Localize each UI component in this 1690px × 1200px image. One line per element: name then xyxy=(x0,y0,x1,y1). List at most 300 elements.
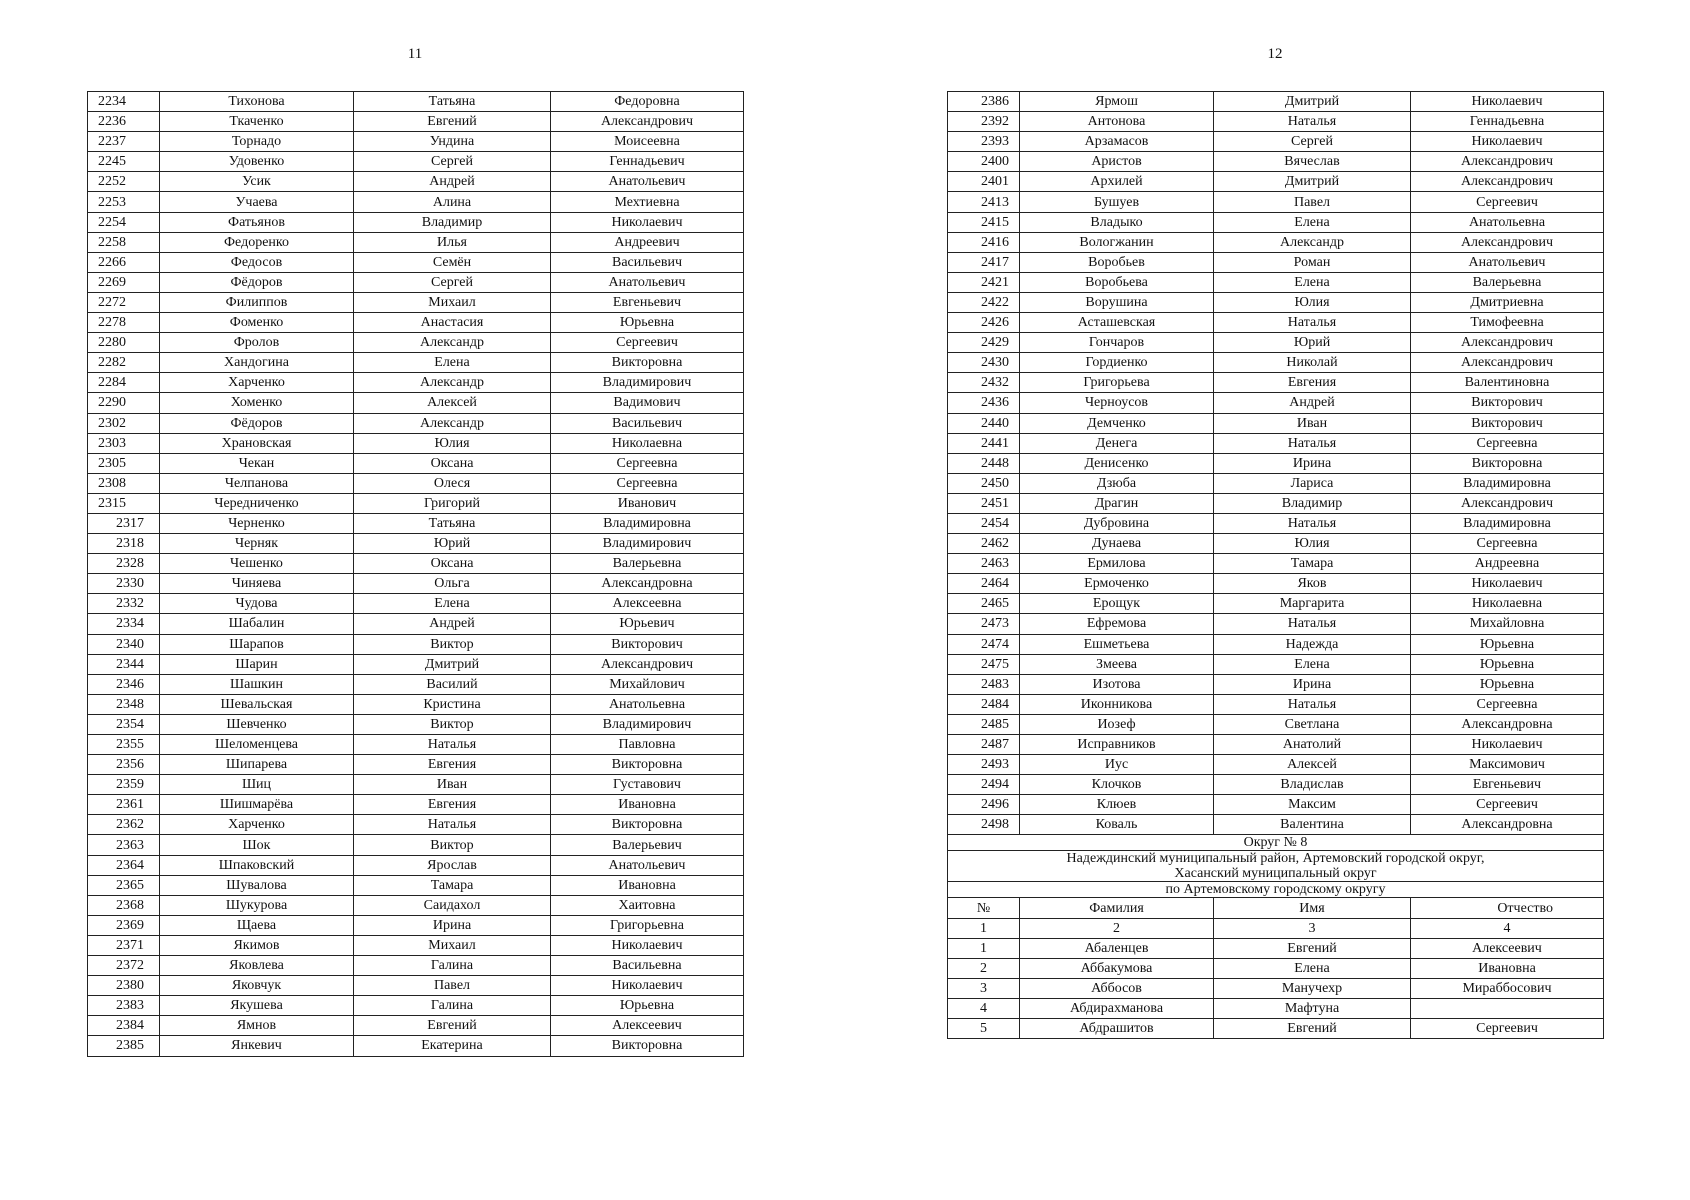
first-name: Галина xyxy=(354,956,551,976)
last-name: Дзюба xyxy=(1020,473,1214,493)
district-title-row xyxy=(948,835,1604,851)
row-number: 2487 xyxy=(948,735,1020,755)
patronymic: Сергеевич xyxy=(551,333,744,353)
patronymic: Валентиновна xyxy=(1411,373,1604,393)
row-number: 2332 xyxy=(88,594,160,614)
table-row xyxy=(88,152,744,172)
row-number: 2494 xyxy=(948,775,1020,795)
first-name: Светлана xyxy=(1214,714,1411,734)
patronymic: Сергеевич xyxy=(1411,1019,1604,1039)
table-row xyxy=(948,192,1604,212)
table-row xyxy=(88,1036,744,1056)
row-number: 2465 xyxy=(948,594,1020,614)
last-name: Федосов xyxy=(160,252,354,272)
table-row xyxy=(948,978,1604,998)
last-name: Абдрашитов xyxy=(1020,1019,1214,1039)
row-number: 2415 xyxy=(948,212,1020,232)
first-name: Владимир xyxy=(1214,493,1411,513)
col-number-3: 3 xyxy=(1214,918,1411,938)
row-number: 2254 xyxy=(88,212,160,232)
last-name: Фёдоров xyxy=(160,272,354,292)
first-name: Наталья xyxy=(1214,614,1411,634)
table-row xyxy=(948,634,1604,654)
patronymic: Анатольевич xyxy=(1411,252,1604,272)
last-name: Черноусов xyxy=(1020,393,1214,413)
last-name: Абдирахманова xyxy=(1020,998,1214,1018)
last-name: Шарапов xyxy=(160,634,354,654)
row-number: 2280 xyxy=(88,333,160,353)
patronymic: Алексеевна xyxy=(551,594,744,614)
table-row xyxy=(948,353,1604,373)
last-name: Шиц xyxy=(160,775,354,795)
last-name: Торнадо xyxy=(160,132,354,152)
last-name: Владыко xyxy=(1020,212,1214,232)
patronymic: Павловна xyxy=(551,735,744,755)
patronymic: Александрович xyxy=(551,112,744,132)
first-name: Наталья xyxy=(1214,433,1411,453)
table-row xyxy=(88,714,744,734)
first-name: Сергей xyxy=(1214,132,1411,152)
patronymic: Хаитовна xyxy=(551,895,744,915)
first-name: Саидахол xyxy=(354,895,551,915)
last-name: Фролов xyxy=(160,333,354,353)
patronymic: Николаевна xyxy=(1411,594,1604,614)
table-row xyxy=(948,574,1604,594)
last-name: Федоренко xyxy=(160,232,354,252)
patronymic: Сергеевна xyxy=(1411,534,1604,554)
patronymic: Анатольевна xyxy=(551,694,744,714)
patronymic: Евгеньевич xyxy=(551,292,744,312)
table-row xyxy=(948,373,1604,393)
row-number: 1 xyxy=(948,938,1020,958)
row-number: 2436 xyxy=(948,393,1020,413)
last-name: Храновская xyxy=(160,433,354,453)
patronymic: Владимировна xyxy=(551,513,744,533)
patronymic: Викторовна xyxy=(1411,453,1604,473)
row-number: 2253 xyxy=(88,192,160,212)
row-number: 2361 xyxy=(88,795,160,815)
col-number-1: 1 xyxy=(948,918,1020,938)
patronymic: Николаевич xyxy=(1411,574,1604,594)
table-row xyxy=(88,574,744,594)
row-number: 2363 xyxy=(88,835,160,855)
last-name: Демченко xyxy=(1020,413,1214,433)
table-row xyxy=(948,594,1604,614)
row-number: 2392 xyxy=(948,112,1020,132)
last-name: Ярмош xyxy=(1020,92,1214,112)
table-row xyxy=(88,614,744,634)
table-row xyxy=(948,92,1604,112)
first-name: Анастасия xyxy=(354,313,551,333)
row-number: 2464 xyxy=(948,574,1020,594)
table-row xyxy=(88,493,744,513)
row-number: 2496 xyxy=(948,795,1020,815)
last-name: Аббакумова xyxy=(1020,958,1214,978)
first-name: Андрей xyxy=(1214,393,1411,413)
table-row xyxy=(88,513,744,533)
district-description-line-1: Надеждинский муниципальный район, Артемовский городской округ, xyxy=(1066,851,1485,867)
last-name: Ворушина xyxy=(1020,292,1214,312)
first-name: Ундина xyxy=(354,132,551,152)
patronymic: Иванович xyxy=(551,493,744,513)
last-name: Щаева xyxy=(160,915,354,935)
last-name: Шеломенцева xyxy=(160,735,354,755)
last-name: Хоменко xyxy=(160,393,354,413)
first-name: Елена xyxy=(1214,212,1411,232)
patronymic: Дмитриевна xyxy=(1411,292,1604,312)
row-number: 2441 xyxy=(948,433,1020,453)
patronymic: Валерьевна xyxy=(551,554,744,574)
patronymic: Мираббосович xyxy=(1411,978,1604,998)
row-number: 2380 xyxy=(88,976,160,996)
patronymic: Александрович xyxy=(1411,232,1604,252)
row-number: 2258 xyxy=(88,232,160,252)
first-name: Елена xyxy=(1214,654,1411,674)
row-number: 2498 xyxy=(948,815,1020,835)
last-name: Асташевская xyxy=(1020,313,1214,333)
last-name: Удовенко xyxy=(160,152,354,172)
row-number: 2245 xyxy=(88,152,160,172)
row-number: 2473 xyxy=(948,614,1020,634)
first-name: Владимир xyxy=(354,212,551,232)
first-name: Елена xyxy=(1214,958,1411,978)
last-name: Шпаковский xyxy=(160,855,354,875)
first-name: Евгений xyxy=(1214,938,1411,958)
first-name: Дмитрий xyxy=(1214,92,1411,112)
last-name: Шевальская xyxy=(160,694,354,714)
table-row xyxy=(948,735,1604,755)
table-row xyxy=(948,775,1604,795)
table-row xyxy=(948,333,1604,353)
last-name: Антонова xyxy=(1020,112,1214,132)
row-number: 4 xyxy=(948,998,1020,1018)
last-name: Иус xyxy=(1020,755,1214,775)
row-number: 2448 xyxy=(948,453,1020,473)
row-number: 2384 xyxy=(88,1016,160,1036)
table-row xyxy=(88,674,744,694)
patronymic: Васильевич xyxy=(551,252,744,272)
row-number: 2348 xyxy=(88,694,160,714)
patronymic: Евгеньевич xyxy=(1411,775,1604,795)
row-number: 2340 xyxy=(88,634,160,654)
table-row xyxy=(948,755,1604,775)
first-name: Тамара xyxy=(1214,554,1411,574)
last-name: Хандогина xyxy=(160,353,354,373)
page-number: 11 xyxy=(407,46,423,62)
first-name: Алексей xyxy=(354,393,551,413)
row-number: 2386 xyxy=(948,92,1020,112)
row-number: 2454 xyxy=(948,513,1020,533)
patronymic: Сергеевна xyxy=(551,473,744,493)
row-number: 2282 xyxy=(88,353,160,373)
table-row xyxy=(88,815,744,835)
row-number: 2401 xyxy=(948,172,1020,192)
row-number: 2474 xyxy=(948,634,1020,654)
last-name: Шипарева xyxy=(160,755,354,775)
first-name: Наталья xyxy=(354,815,551,835)
table-row xyxy=(948,433,1604,453)
table-row xyxy=(88,132,744,152)
last-name: Янкевич xyxy=(160,1036,354,1056)
patronymic: Валерьевна xyxy=(1411,272,1604,292)
row-number: 2475 xyxy=(948,654,1020,674)
patronymic: Николаевич xyxy=(1411,92,1604,112)
row-number: 2493 xyxy=(948,755,1020,775)
last-name: Денега xyxy=(1020,433,1214,453)
table-row xyxy=(88,413,744,433)
last-name: Ермилова xyxy=(1020,554,1214,574)
table-row xyxy=(948,232,1604,252)
table-row xyxy=(948,554,1604,574)
table-row xyxy=(88,453,744,473)
table-row xyxy=(88,835,744,855)
first-name: Сергей xyxy=(354,152,551,172)
table-row xyxy=(948,1019,1604,1039)
first-name: Елена xyxy=(354,353,551,373)
patronymic: Максимович xyxy=(1411,755,1604,775)
first-name: Алина xyxy=(354,192,551,212)
table-row xyxy=(948,172,1604,192)
table-row xyxy=(948,513,1604,533)
last-name: Тихонова xyxy=(160,92,354,112)
row-number: 2317 xyxy=(88,513,160,533)
table-row xyxy=(88,996,744,1016)
table-row xyxy=(948,958,1604,978)
patronymic: Ивановна xyxy=(1411,958,1604,978)
first-name: Виктор xyxy=(354,634,551,654)
first-name: Павел xyxy=(354,976,551,996)
district-title: Округ № 8 xyxy=(948,835,1604,851)
patronymic: Анатольевич xyxy=(551,855,744,875)
district-subtitle: по Артемовскому городскому округу xyxy=(948,882,1604,898)
row-number: 2266 xyxy=(88,252,160,272)
patronymic: Александрович xyxy=(551,654,744,674)
last-name: Фоменко xyxy=(160,313,354,333)
row-number: 2430 xyxy=(948,353,1020,373)
table-row xyxy=(88,735,744,755)
last-name: Абаленцев xyxy=(1020,938,1214,958)
row-number: 2330 xyxy=(88,574,160,594)
patronymic: Николаевич xyxy=(551,212,744,232)
last-name: Ткаченко xyxy=(160,112,354,132)
last-name: Иконникова xyxy=(1020,694,1214,714)
last-name: Гордиенко xyxy=(1020,353,1214,373)
table-row xyxy=(88,292,744,312)
header-last-name: Фамилия xyxy=(1020,898,1214,918)
patronymic: Анатольевич xyxy=(551,272,744,292)
table-row xyxy=(88,594,744,614)
row-number: 2356 xyxy=(88,755,160,775)
table-row xyxy=(88,775,744,795)
table-row xyxy=(948,272,1604,292)
patronymic: Андреевич xyxy=(551,232,744,252)
first-name: Валентина xyxy=(1214,815,1411,835)
patronymic: Викторовна xyxy=(551,1036,744,1056)
last-name: Харченко xyxy=(160,815,354,835)
row-number: 2485 xyxy=(948,714,1020,734)
first-name: Максим xyxy=(1214,795,1411,815)
first-name: Евгения xyxy=(354,755,551,775)
first-name: Галина xyxy=(354,996,551,1016)
patronymic: Алексеевич xyxy=(551,1016,744,1036)
first-name: Виктор xyxy=(354,835,551,855)
first-name: Олеся xyxy=(354,473,551,493)
row-number: 2429 xyxy=(948,333,1020,353)
row-number: 2290 xyxy=(88,393,160,413)
last-name: Черненко xyxy=(160,513,354,533)
row-number: 2305 xyxy=(88,453,160,473)
patronymic: Николаевич xyxy=(1411,735,1604,755)
table-row xyxy=(88,333,744,353)
table-row xyxy=(948,212,1604,232)
last-name: Архилей xyxy=(1020,172,1214,192)
patronymic: Григорьевна xyxy=(551,915,744,935)
patronymic: Сергеевна xyxy=(1411,433,1604,453)
patronymic: Сергеевна xyxy=(1411,694,1604,714)
first-name: Тамара xyxy=(354,875,551,895)
table-row xyxy=(88,112,744,132)
patronymic: Александрович xyxy=(1411,152,1604,172)
first-name: Василий xyxy=(354,674,551,694)
table-row xyxy=(948,493,1604,513)
first-name: Екатерина xyxy=(354,1036,551,1056)
first-name: Сергей xyxy=(354,272,551,292)
last-name: Чудова xyxy=(160,594,354,614)
row-number: 2354 xyxy=(88,714,160,734)
table-row xyxy=(948,674,1604,694)
first-name: Александр xyxy=(354,413,551,433)
row-number: 2252 xyxy=(88,172,160,192)
last-name: Арзамасов xyxy=(1020,132,1214,152)
col-number-4: 4 xyxy=(1411,918,1604,938)
row-number: 2416 xyxy=(948,232,1020,252)
last-name: Филиппов xyxy=(160,292,354,312)
last-name: Яковлева xyxy=(160,956,354,976)
last-name: Фёдоров xyxy=(160,413,354,433)
first-name: Андрей xyxy=(354,172,551,192)
last-name: Чередниченко xyxy=(160,493,354,513)
last-name: Бушуев xyxy=(1020,192,1214,212)
first-name: Вячеслав xyxy=(1214,152,1411,172)
first-name: Андрей xyxy=(354,614,551,634)
row-number: 2269 xyxy=(88,272,160,292)
first-name: Наталья xyxy=(1214,313,1411,333)
last-name: Ямнов xyxy=(160,1016,354,1036)
table-row xyxy=(88,232,744,252)
last-name: Воробьев xyxy=(1020,252,1214,272)
last-name: Ефремова xyxy=(1020,614,1214,634)
row-number: 2328 xyxy=(88,554,160,574)
table-row xyxy=(948,413,1604,433)
patronymic: Юрьевна xyxy=(1411,634,1604,654)
row-number: 2417 xyxy=(948,252,1020,272)
first-name: Юрий xyxy=(1214,333,1411,353)
row-number: 2371 xyxy=(88,935,160,955)
last-name: Воробьева xyxy=(1020,272,1214,292)
patronymic xyxy=(1411,998,1604,1018)
patronymic: Юрьевна xyxy=(551,313,744,333)
row-number: 2 xyxy=(948,958,1020,978)
patronymic: Анатольевна xyxy=(1411,212,1604,232)
row-number: 2284 xyxy=(88,373,160,393)
row-number: 2355 xyxy=(88,735,160,755)
patronymic: Мехтиевна xyxy=(551,192,744,212)
first-name: Елена xyxy=(1214,272,1411,292)
first-name: Ольга xyxy=(354,574,551,594)
table-row xyxy=(88,272,744,292)
row-number: 2440 xyxy=(948,413,1020,433)
table-row xyxy=(88,755,744,775)
patronymic: Алексеевич xyxy=(1411,938,1604,958)
first-name: Алексей xyxy=(1214,755,1411,775)
first-name: Манучехр xyxy=(1214,978,1411,998)
row-number: 2400 xyxy=(948,152,1020,172)
header-number: № xyxy=(948,898,1020,918)
table-row xyxy=(88,252,744,272)
first-name: Кристина xyxy=(354,694,551,714)
table-row xyxy=(88,795,744,815)
first-name: Иван xyxy=(354,775,551,795)
voter-list-table xyxy=(947,91,1604,1039)
patronymic: Сергеевна xyxy=(551,453,744,473)
patronymic: Александровна xyxy=(551,574,744,594)
patronymic: Сергеевич xyxy=(1411,795,1604,815)
first-name: Евгений xyxy=(1214,1019,1411,1039)
table-row xyxy=(88,172,744,192)
row-number: 2278 xyxy=(88,313,160,333)
patronymic: Густавович xyxy=(551,775,744,795)
patronymic: Михайловна xyxy=(1411,614,1604,634)
table-row xyxy=(948,313,1604,333)
patronymic: Юрьевна xyxy=(1411,674,1604,694)
row-number: 2372 xyxy=(88,956,160,976)
first-name: Евгения xyxy=(1214,373,1411,393)
patronymic: Ивановна xyxy=(551,875,744,895)
first-name: Роман xyxy=(1214,252,1411,272)
district-description-row xyxy=(948,851,1604,882)
first-name: Яков xyxy=(1214,574,1411,594)
first-name: Павел xyxy=(1214,192,1411,212)
row-number: 2383 xyxy=(88,996,160,1016)
patronymic: Викторович xyxy=(1411,413,1604,433)
first-name: Николай xyxy=(1214,353,1411,373)
patronymic: Васильевна xyxy=(551,956,744,976)
first-name: Михаил xyxy=(354,935,551,955)
table-row xyxy=(88,654,744,674)
last-name: Фатьянов xyxy=(160,212,354,232)
first-name: Евгений xyxy=(354,112,551,132)
row-number: 2234 xyxy=(88,92,160,112)
first-name: Семён xyxy=(354,252,551,272)
row-number: 2364 xyxy=(88,855,160,875)
first-name: Маргарита xyxy=(1214,594,1411,614)
last-name: Григорьева xyxy=(1020,373,1214,393)
first-name: Иван xyxy=(1214,413,1411,433)
last-name: Чекан xyxy=(160,453,354,473)
row-number: 2426 xyxy=(948,313,1020,333)
table-row xyxy=(948,252,1604,272)
last-name: Иозеф xyxy=(1020,714,1214,734)
last-name: Усик xyxy=(160,172,354,192)
last-name: Чешенко xyxy=(160,554,354,574)
last-name: Якимов xyxy=(160,935,354,955)
patronymic: Валерьевич xyxy=(551,835,744,855)
patronymic: Александрович xyxy=(1411,333,1604,353)
table-row xyxy=(948,132,1604,152)
first-name: Ирина xyxy=(1214,453,1411,473)
row-number: 2421 xyxy=(948,272,1020,292)
patronymic: Николаевич xyxy=(551,976,744,996)
